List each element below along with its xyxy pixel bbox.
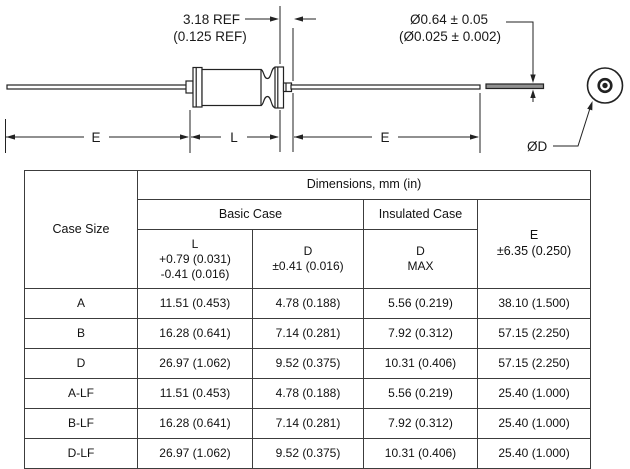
l-value-cell: 16.28 (0.641): [138, 319, 253, 349]
d-basic-tolerance: ±0.41 (0.016): [272, 259, 344, 273]
table-row: [25, 349, 591, 379]
l-value-cell: 26.97 (1.062): [138, 349, 253, 379]
lead-diameter-segment: [486, 84, 544, 89]
crimp-top: [261, 68, 275, 79]
ref-arrow-left-icon: [294, 16, 303, 21]
case-size-cell: A-LF: [25, 379, 138, 409]
d-basic-value-cell: 4.78 (0.188): [253, 379, 364, 409]
end-seal-left: [193, 68, 202, 108]
ref-arrow-right-icon: [270, 16, 279, 21]
l-header-tol-minus: -0.41 (0.016): [160, 266, 230, 281]
d-diameter-label: ØD: [527, 139, 548, 154]
e-column-header: [478, 200, 591, 289]
ref-label-mm: 3.18 REF: [182, 12, 240, 27]
d-insulated-value-cell: 5.56 (0.219): [364, 289, 478, 319]
d-basic-value-cell: 9.52 (0.375): [253, 439, 364, 469]
l-header-symbol: L: [191, 236, 199, 251]
case-size-header: Case Size: [25, 171, 138, 289]
axial-capacitor-body: [7, 67, 544, 108]
case-size-cell: D-LF: [25, 439, 138, 469]
table-title-row: [25, 171, 591, 200]
component-dimension-diagram: [0, 0, 630, 166]
dim-e-left-arrow-l-icon: [6, 134, 15, 139]
l-value-cell: 26.97 (1.062): [138, 439, 253, 469]
d-insulated-value-cell: 7.92 (0.312): [364, 319, 478, 349]
lead-dia-leader: [506, 22, 533, 75]
dimensions-table-header: [25, 171, 591, 289]
d-insulated-max: MAX: [407, 259, 434, 273]
d-diameter-leader: [553, 104, 592, 147]
e-value-cell: 25.40 (1.000): [478, 379, 591, 409]
d-basic-symbol: D: [303, 244, 313, 258]
d-insulated-value-cell: 10.31 (0.406): [364, 349, 478, 379]
lead-left: [7, 85, 190, 89]
table-row: [25, 439, 591, 469]
dim-e-right-arrow-r-icon: [470, 134, 479, 139]
dim-label-e-right: E: [380, 130, 390, 145]
table-row: [25, 319, 591, 349]
d-basic-value-cell: 7.14 (0.281): [253, 409, 364, 439]
case-size-cell: A: [25, 289, 138, 319]
d-insulated-symbol: D: [416, 244, 425, 258]
end-seal-right: [275, 67, 284, 108]
table-row: [25, 289, 591, 319]
lead-weld-right: [284, 83, 292, 92]
d-basic-value-cell: 4.78 (0.188): [253, 289, 364, 319]
l-value-cell: 11.51 (0.453): [138, 289, 253, 319]
d-basic-column-header: [253, 230, 364, 289]
d-basic-value-cell: 7.14 (0.281): [253, 319, 364, 349]
dim-label-e-left: E: [91, 130, 101, 145]
e-header-tolerance: ±6.35 (0.250): [496, 244, 572, 258]
e-value-cell: 25.40 (1.000): [478, 409, 591, 439]
e-value-cell: 57.15 (2.250): [478, 349, 591, 379]
lead-dia-arrow-down-icon: [530, 75, 535, 84]
d-insulated-value-cell: 10.31 (0.406): [364, 439, 478, 469]
e-value-cell: 25.40 (1.000): [478, 439, 591, 469]
table-row: [25, 379, 591, 409]
table-row: [25, 409, 591, 439]
e-value-cell: 38.10 (1.500): [478, 289, 591, 319]
d-basic-value-cell: 9.52 (0.375): [253, 349, 364, 379]
e-value-cell: 57.15 (2.250): [478, 319, 591, 349]
lead-dia-label-mm: Ø0.64 ± 0.05: [410, 12, 488, 27]
l-value-cell: 16.28 (0.641): [138, 409, 253, 439]
d-insulated-value-cell: 5.56 (0.219): [364, 379, 478, 409]
end-view: [527, 68, 623, 154]
dim-e-left-arrow-r-icon: [180, 134, 189, 139]
basic-case-header: Basic Case: [138, 200, 364, 230]
top-ref-dimension: [173, 12, 316, 44]
d-insulated-column-header: [364, 230, 478, 289]
case-size-cell: B-LF: [25, 409, 138, 439]
d-diameter-arrow-icon: [587, 101, 592, 110]
lead-dia-label-in: (Ø0.025 ± 0.002): [399, 29, 501, 44]
lead-weld-left: [186, 81, 193, 93]
insulated-case-header: Insulated Case: [364, 200, 478, 230]
table-title: Dimensions, mm (in): [138, 171, 591, 200]
e-header-symbol: E: [529, 228, 539, 243]
crimp-bottom: [261, 97, 275, 108]
d-insulated-value-cell: 7.92 (0.312): [364, 409, 478, 439]
dimensions-table: [24, 170, 591, 469]
dim-e-right-arrow-l-icon: [294, 134, 303, 139]
case-size-cell: D: [25, 349, 138, 379]
end-view-lead-dot: [602, 83, 607, 88]
dim-l-arrow-l-icon: [191, 134, 200, 139]
l-header-tol-plus: +0.79 (0.031): [159, 251, 231, 266]
case-cylinder: [202, 70, 261, 106]
l-value-cell: 11.51 (0.453): [138, 379, 253, 409]
lead-right: [291, 85, 480, 89]
dim-label-l: L: [230, 130, 238, 145]
ref-label-in: (0.125 REF): [173, 29, 247, 44]
case-size-cell: B: [25, 319, 138, 349]
dim-l-arrow-r-icon: [270, 134, 279, 139]
dimensions-table-body: [25, 289, 591, 469]
l-column-header: [138, 230, 253, 289]
